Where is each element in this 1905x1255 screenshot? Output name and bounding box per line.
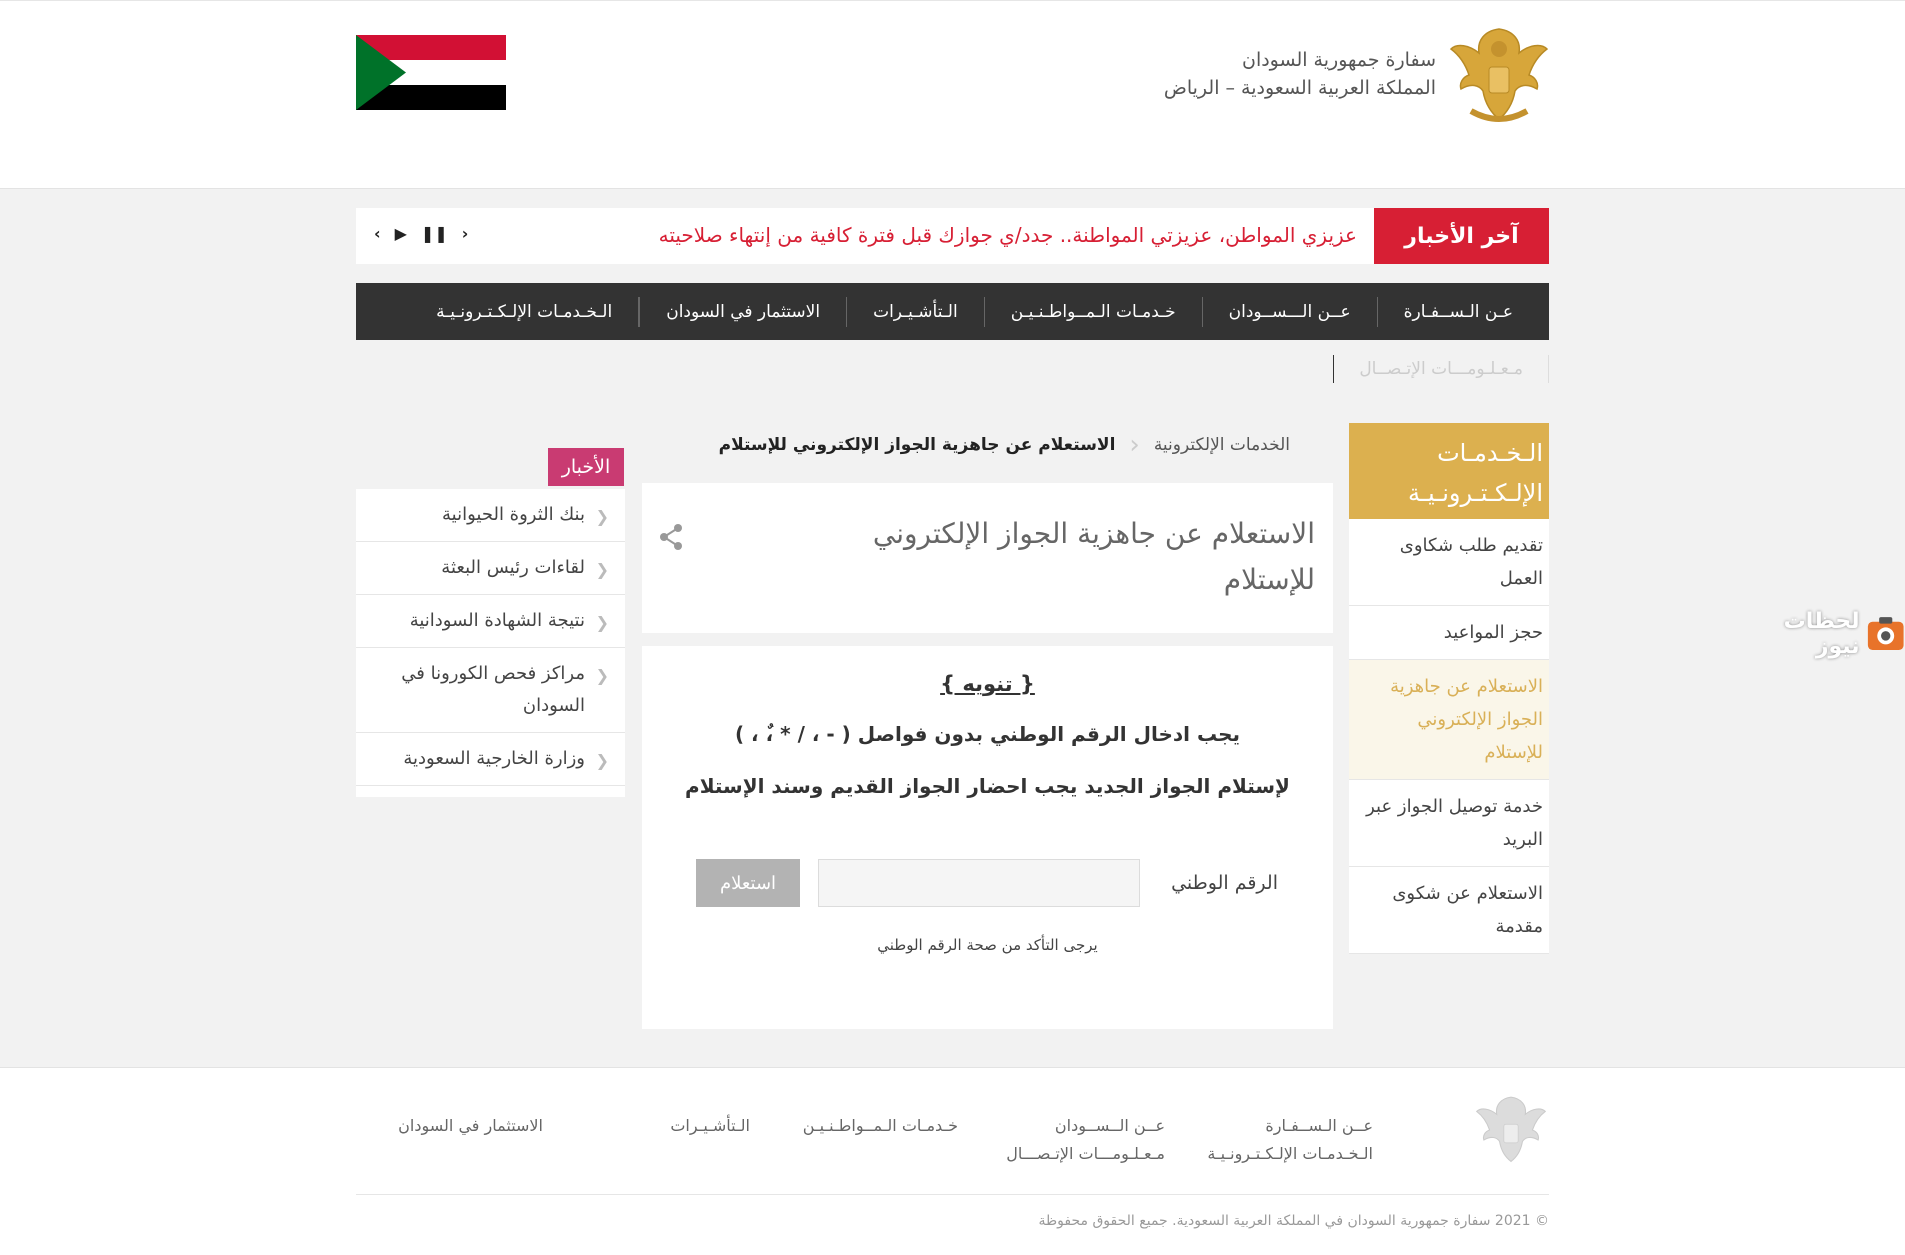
sidebar-item-appointments[interactable]: حجز المواعيد (1349, 606, 1549, 660)
sudan-flag-icon (356, 35, 506, 110)
footer-emblem-icon (1475, 1090, 1547, 1170)
nav-item-embassy[interactable]: عـن الـســفـارة (1377, 297, 1539, 327)
inquiry-button[interactable]: استعلام (696, 859, 800, 907)
sidebar-title: الـخـدمـات الإلـكـتـرونـيـة (1349, 423, 1549, 519)
ticker-label: آخر الأخبار (1374, 208, 1549, 264)
ticker-play-icon[interactable]: ▶ (394, 224, 407, 243)
news-item[interactable] (356, 542, 625, 595)
notice-line-1: يجب ادخال الرقم الوطني بدون فواصل ( - ، / * ،ٌ ، ) (734, 722, 1241, 746)
news-list (356, 489, 625, 797)
main-nav (356, 283, 1549, 340)
site-header (0, 0, 1905, 188)
chevron-left-icon (356, 595, 625, 647)
news-item-label: بنك الثروة الحيوانية (442, 504, 585, 525)
breadcrumb (719, 430, 1290, 460)
copyright-text: © 2021 سفارة جمهورية السودان في المملكة العربية السعودية. جميع الحقوق محفوظة (1038, 1213, 1549, 1229)
eservices-sidebar (1349, 423, 1549, 954)
footer-divider (356, 1194, 1549, 1195)
nav-item-eservices[interactable]: الـخـدمـات الإلـكـتـرونـيـة (410, 297, 639, 327)
sidebar-item-complaint-status[interactable]: الاستعلام عن شكوى مقدمة (1349, 867, 1549, 954)
footer-link-citizens[interactable]: خـدمـات الـمــواطـنـيـن (802, 1116, 958, 1135)
news-item[interactable] (356, 595, 625, 648)
sidebar-item-passport-status[interactable]: الاستعلام عن جاهزية الجواز الإلكتروني للإستلام (1349, 660, 1549, 780)
footer-link-sudan[interactable]: عــن الــســودان (1054, 1116, 1165, 1135)
national-id-label: الرقم الوطني (1171, 872, 1278, 894)
nav-item-citizens[interactable]: خـدمـات الـمــواطـنـيـن (984, 297, 1202, 327)
page-title: الاستعلام عن جاهزية الجواز الإلكتروني للإستلام (872, 517, 1315, 596)
footer-link-contact[interactable]: مـعـلـومـــات الإتـصـــال (1006, 1144, 1165, 1163)
news-item-label: لقاءات رئيس البعثة (441, 557, 585, 578)
ticker-controls (374, 224, 468, 243)
ticker-prev-icon[interactable]: ‹ (374, 224, 381, 243)
watermark-text: لحظات نيوز (1783, 609, 1860, 659)
sidebar-item-labor-complaint[interactable]: تقديم طلب شكاوى العمل (1349, 519, 1549, 606)
news-ticker (356, 208, 1549, 264)
breadcrumb-parent[interactable]: الخدمات الإلكترونية (1153, 435, 1290, 455)
national-id-input[interactable] (818, 859, 1140, 907)
footer-link-eservices[interactable]: الـخـدمـات الإلـكـتـرونـيـة (1207, 1144, 1373, 1163)
footer-link-visas[interactable]: الـتأشـيـرات (670, 1116, 750, 1135)
ticker-headline[interactable]: عزيزي المواطن، عزيزتي المواطنة.. جدد/ي جوازك قبل فترة كافية من إنتهاء صلاحيته (658, 223, 1357, 247)
share-icon[interactable] (658, 523, 684, 551)
chevron-left-icon (356, 648, 625, 732)
news-item[interactable] (356, 733, 625, 786)
page-title-box (642, 483, 1333, 633)
sudan-emblem-icon[interactable] (1449, 19, 1549, 131)
news-item[interactable] (356, 648, 625, 733)
chevron-left-icon (356, 542, 625, 594)
embassy-location: المملكة العربية السعودية – الرياض (1163, 77, 1436, 99)
ticker-next-icon[interactable]: › (461, 224, 469, 243)
site-footer (0, 1067, 1905, 1255)
notice-title: { تنويه } (940, 672, 1035, 696)
embassy-name: سفارة جمهورية السودان (1241, 49, 1436, 71)
ticker-pause-icon[interactable]: ❚❚ (420, 224, 448, 243)
news-item-label: وزارة الخارجية السعودية (403, 748, 585, 769)
national-id-hint: يرجى التأكد من صحة الرقم الوطني (877, 936, 1098, 954)
inquiry-form (642, 646, 1333, 1029)
secondary-nav (1333, 355, 1549, 383)
news-tag: الأخبار (548, 448, 624, 486)
notice-line-2: لإستلام الجواز الجديد يجب احضار الجواز القديم وسند الإستلام (685, 774, 1290, 798)
news-item-label: مراكز فحص الكورونا في السودان (401, 663, 585, 716)
watermark (1740, 609, 1905, 659)
nav-item-contact[interactable]: مـعـلـومـــات الإتـصــال (1333, 355, 1549, 383)
chevron-left-icon (356, 733, 625, 785)
chevron-left-icon (356, 489, 625, 541)
nav-item-investment[interactable]: الاستثمار في السودان (639, 297, 846, 327)
camera-logo-icon (1866, 613, 1905, 655)
news-item-label: نتيجة الشهادة السودانية (409, 610, 585, 631)
footer-link-investment[interactable]: الاستثمار في السودان (398, 1116, 543, 1135)
nav-item-visas[interactable]: الـتأشـيـرات (846, 297, 984, 327)
news-item[interactable] (356, 489, 625, 542)
nav-item-sudan[interactable]: عــن الـــســودان (1202, 297, 1377, 327)
sidebar-item-passport-delivery[interactable]: خدمة توصيل الجواز عبر البريد (1349, 780, 1549, 867)
breadcrumb-separator-icon: ‹ (1129, 430, 1140, 460)
breadcrumb-current: الاستعلام عن جاهزية الجواز الإلكتروني للإستلام (718, 435, 1116, 455)
footer-link-embassy[interactable]: عــن الـســفـارة (1265, 1116, 1373, 1135)
